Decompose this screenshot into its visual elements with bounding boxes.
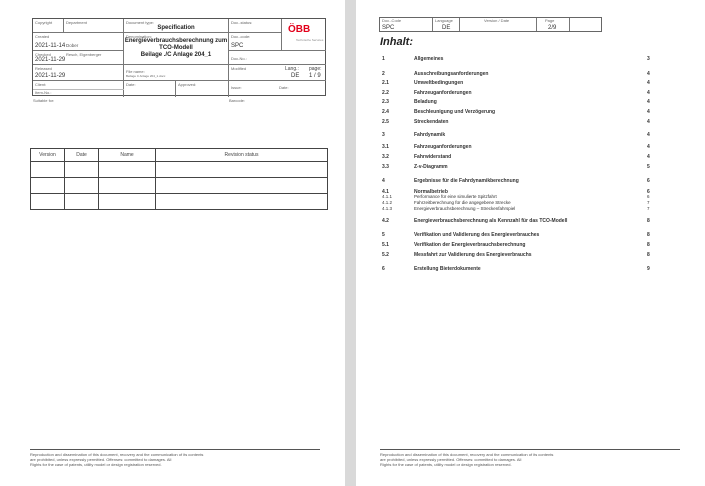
toc-page-number: 4 bbox=[647, 90, 650, 96]
toc-entry-title: Z-v-Diagramm bbox=[414, 164, 448, 170]
document-page-1 bbox=[0, 0, 345, 486]
toc-entry-title: Verifikation der Energieverbrauchsberechnung bbox=[414, 242, 526, 248]
document-page-2 bbox=[356, 0, 705, 486]
col-revision-status: Revision status bbox=[156, 149, 328, 162]
issue-cell bbox=[229, 81, 326, 97]
copyright-label: Copyright bbox=[35, 20, 53, 25]
footer-line: are prohibited, unless expressly permitted. Offenses: committed to damages. All bbox=[30, 457, 172, 462]
toc-entry-title: Erstellung Bieterdokumente bbox=[414, 266, 481, 272]
toc-entry-title: Streckendaten bbox=[414, 119, 449, 125]
footer-divider bbox=[30, 449, 320, 450]
page-cell bbox=[537, 18, 570, 31]
toc-number: 4.1.1 bbox=[382, 194, 393, 199]
docstatus-cell bbox=[229, 19, 282, 33]
logo-cell bbox=[282, 19, 326, 51]
checked-date: 2021-11-29 bbox=[35, 57, 66, 63]
toc-page-number: 8 bbox=[647, 242, 650, 248]
created-date: 2021-11-14 bbox=[35, 43, 66, 49]
footer-text bbox=[30, 452, 203, 467]
page-gutter bbox=[345, 0, 356, 486]
toc-entry-title: Fahrzeuganforderungen bbox=[414, 144, 472, 150]
toc-entry-title: Fahrzeuganforderungen bbox=[414, 90, 472, 96]
denomination-line-1: Energieverbrauchsberechnung zum bbox=[124, 38, 228, 44]
toc-page-number: 4 bbox=[647, 80, 650, 86]
docstatus-label: Doc.-status: bbox=[231, 20, 253, 25]
approved-cell bbox=[176, 81, 229, 97]
toc-entry-title: Fahrdynamik bbox=[414, 132, 446, 138]
denomination-label: Denomination: bbox=[126, 34, 152, 39]
toc-entry-title: Energieverbrauchsberechnung als Kennzahl für das TCO-Modell bbox=[414, 218, 568, 224]
toc-number: 5 bbox=[382, 232, 385, 238]
toc-number: 1 bbox=[382, 56, 385, 62]
language-value: DE bbox=[442, 25, 451, 31]
toc-number: 2.3 bbox=[382, 99, 389, 105]
toc-entry-title: Fahrwiderstand bbox=[414, 154, 452, 160]
toc-number: 4.1.3 bbox=[382, 206, 393, 211]
revision-header-row bbox=[31, 149, 328, 162]
denomination-cell bbox=[124, 33, 229, 65]
client-cell bbox=[33, 81, 124, 97]
docno-cell bbox=[229, 51, 326, 65]
toc-page-number: 4 bbox=[647, 154, 650, 160]
footer-line: are prohibited, unless expressly permitted. Offenses: committed to damages. All bbox=[380, 457, 522, 462]
toc-entry-title: Messfahrt zur Validierung des Energieverbrauchs bbox=[414, 252, 532, 258]
footer-line: Rights for the case of patents, utility model or design registration reserved. bbox=[30, 462, 162, 467]
toc-entry-title: Energieverbrauchsberechnung – Streckenfahrspiel bbox=[414, 206, 516, 211]
page-value: 1 / 9 bbox=[309, 73, 321, 79]
toc-title: Inhalt: bbox=[380, 36, 413, 48]
toc-number: 3 bbox=[382, 132, 385, 138]
toc-page-number: 9 bbox=[647, 266, 650, 272]
modified-label: Modified bbox=[231, 66, 247, 71]
toc-number: 3.1 bbox=[382, 144, 389, 150]
date-cell bbox=[124, 81, 176, 97]
toc-page-number: 4 bbox=[647, 132, 650, 138]
toc-page-number: 3 bbox=[647, 56, 650, 62]
language-cell bbox=[433, 18, 460, 31]
doccode-cell bbox=[229, 33, 282, 51]
toc-entry-title: Ergebnisse für die Fahrdynamikberechnung bbox=[414, 178, 519, 184]
toc-page-number: 8 bbox=[647, 218, 650, 224]
toc-entry-title: Normalbetrieb bbox=[414, 189, 448, 195]
created-cell bbox=[33, 33, 124, 51]
toc-number: 6 bbox=[382, 266, 385, 272]
toc-page-number: 8 bbox=[647, 252, 650, 258]
toc-number: 2.5 bbox=[382, 119, 389, 125]
checked-by: Resch, Eigenberger bbox=[66, 52, 102, 57]
table-row bbox=[31, 178, 328, 194]
docno-label: Doc-No.: bbox=[231, 56, 247, 61]
doccode-cell bbox=[380, 18, 433, 31]
released-label: Released bbox=[35, 66, 52, 71]
col-version: Version bbox=[31, 149, 65, 162]
col-name: Name bbox=[99, 149, 156, 162]
footer-text bbox=[380, 452, 553, 467]
footer-line: Reproduction and dissemination of this document, recovery and the communication of its contents bbox=[380, 452, 554, 457]
issue-date-label: Date: bbox=[279, 85, 289, 90]
toc-number: 3.3 bbox=[382, 164, 389, 170]
toc-number: 5.1 bbox=[382, 242, 389, 248]
toc-page-number: 7 bbox=[647, 206, 650, 211]
toc-page-number: 6 bbox=[647, 189, 650, 195]
toc-entry-title: Performance für eine simulierte Spitzfahrt bbox=[414, 194, 497, 199]
lang-label: Lang.: bbox=[285, 66, 299, 72]
doccode-label: Doc.-code: bbox=[231, 34, 251, 39]
checked-cell bbox=[33, 51, 124, 65]
toc-page-number: 6 bbox=[647, 194, 650, 199]
denomination-line-2: TCO-Modell bbox=[159, 45, 193, 51]
toc-page-number: 4 bbox=[647, 144, 650, 150]
col-date: Date bbox=[65, 149, 99, 162]
toc-number: 4.1.2 bbox=[382, 200, 393, 205]
date-label: Date: bbox=[126, 82, 136, 87]
toc-page-number: 4 bbox=[647, 109, 650, 115]
filename-label: File name: bbox=[126, 69, 145, 74]
approved-label: Approved: bbox=[178, 82, 197, 87]
toc-entry-title: Beschleunigung und Verzögerung bbox=[414, 109, 496, 115]
obb-logo: ÖBB bbox=[288, 24, 311, 35]
doccode-value: SPC bbox=[231, 43, 244, 49]
filename-value: Beilage C Anlage 204_1.docx bbox=[126, 74, 166, 78]
language-label: Language bbox=[435, 18, 453, 23]
toc-page-number: 5 bbox=[647, 164, 650, 170]
toc-entry-title: Allgemeines bbox=[414, 56, 444, 62]
client-label: Client: bbox=[35, 82, 47, 87]
toc-page-number: 4 bbox=[647, 71, 650, 77]
table-row bbox=[31, 194, 328, 210]
table-row bbox=[31, 162, 328, 178]
copyright-cell bbox=[33, 19, 64, 33]
page-value: 2/9 bbox=[548, 25, 557, 31]
toc-page-number: 8 bbox=[647, 232, 650, 238]
issue-label: Issue: bbox=[231, 85, 242, 90]
itemno-label: Item-No.: bbox=[35, 90, 52, 95]
doctype-cell bbox=[124, 19, 229, 33]
released-date: 2021-11-29 bbox=[35, 73, 66, 79]
footer-line: Reproduction and dissemination of this document, recovery and the communication of its contents bbox=[30, 452, 204, 457]
toc-number: 5.2 bbox=[382, 252, 389, 258]
toc-page-number: 7 bbox=[647, 200, 650, 205]
toc-page-number: 4 bbox=[647, 99, 650, 105]
modified-cell bbox=[229, 65, 326, 81]
released-cell bbox=[33, 65, 124, 81]
lang-value: DE bbox=[291, 73, 300, 79]
doctype-label: Document type: bbox=[126, 20, 155, 25]
toc-entry-title: Verifikation und Validierung des Energieverbrauches bbox=[414, 232, 540, 238]
toc-number: 2.1 bbox=[382, 80, 389, 86]
toc-number: 4.1 bbox=[382, 189, 389, 195]
page-label: Page bbox=[545, 18, 555, 23]
denomination-line-3: Beilage ./C Anlage 204_1 bbox=[140, 52, 212, 58]
doccode-label: Doc.-Code bbox=[382, 18, 402, 23]
version-label: Version / Date bbox=[484, 18, 510, 23]
checked-label: Checked bbox=[35, 52, 51, 57]
footer-line: Rights for the case of patents, utility model or design registration reserved. bbox=[380, 462, 512, 467]
revision-table bbox=[30, 148, 328, 210]
barcode-label: Barcode: bbox=[229, 98, 246, 103]
toc-number: 2.4 bbox=[382, 109, 389, 115]
toc-page-number: 4 bbox=[647, 119, 650, 125]
toc-entry-title: Beladung bbox=[414, 99, 437, 105]
department-cell bbox=[64, 19, 124, 33]
doctype-value: Specification bbox=[157, 25, 195, 31]
version-cell bbox=[460, 18, 537, 31]
toc-number: 2 bbox=[382, 71, 385, 77]
created-by: Dober bbox=[66, 43, 79, 48]
department-label: Department bbox=[66, 20, 87, 25]
doccode-value: SPC bbox=[382, 25, 395, 31]
filename-cell bbox=[124, 65, 229, 81]
page-header-table bbox=[379, 17, 602, 32]
toc-entry-title: Ausschreibungsanforderungen bbox=[414, 71, 489, 77]
toc-number: 2.2 bbox=[382, 90, 389, 96]
toc-number: 4 bbox=[382, 178, 385, 184]
logo-subtitle: Technische Services bbox=[296, 38, 324, 42]
title-block bbox=[32, 18, 326, 96]
toc-entry-title: Umweltbedingungen bbox=[414, 80, 464, 86]
created-label: Created bbox=[35, 34, 50, 39]
page-label: page: bbox=[309, 66, 322, 72]
toc-entry-title: Fahrzeitberechnung für die angegebene Strecke bbox=[414, 200, 511, 205]
suitable-label: Suitable for: bbox=[33, 98, 55, 103]
toc-page-number: 6 bbox=[647, 178, 650, 184]
footer-divider bbox=[380, 449, 680, 450]
toc-number: 3.2 bbox=[382, 154, 389, 160]
toc-number: 4.2 bbox=[382, 218, 389, 224]
